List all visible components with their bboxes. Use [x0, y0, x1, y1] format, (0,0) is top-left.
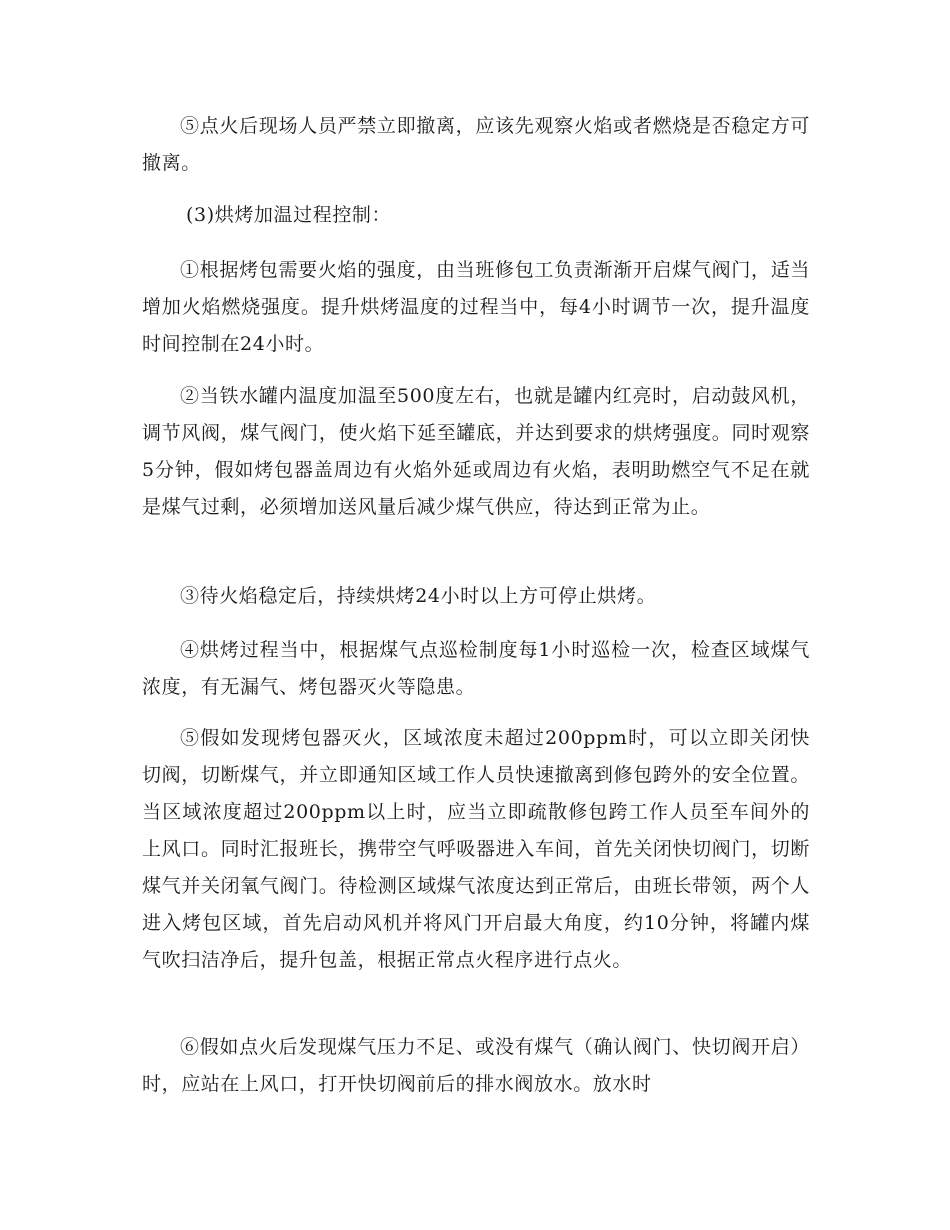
- paragraph-low-gas-pressure: ⑥假如点火后发现煤气压力不足、或没有煤气（确认阀门、快切阀开启）时，应站在上风口，打开快切阀前后的排水阀放水。放水时: [142, 1036, 810, 1095]
- section-heading-baking-control: (3)烘烤加温过程控制：: [186, 204, 392, 226]
- paragraph-inspection: ④烘烤过程当中，根据煤气点巡检制度每1小时巡检一次，检查区域煤气浓度，有无漏气、烤包器灭火等隐患。: [142, 639, 810, 698]
- paragraph-flameout-procedure: ⑤假如发现烤包器灭火，区域浓度未超过200ppm时，可以立即关闭快切阀，切断煤气，并立即通知区域工作人员快速撤离到修包跨外的安全位置。当区域浓度超过200ppm以上时，应当立即疏散修包跨工作人员至车间外的上风口。同时汇报班长，携带空气呼吸器进入车间，首先关闭快切阀门，切断煤气并关闭氧气阀门。待检测区域煤气浓度达到正常后，由班长带领，两个人进入烤包区域，首先启动风机并将风门开启最大角度，约10分钟，将罐内煤气吹扫洁净后，提升包盖，根据正常点火程序进行点火。: [142, 727, 810, 971]
- paragraph-continuous-baking: ③待火焰稳定后，持续烘烤24小时以上方可停止烘烤。: [180, 585, 657, 607]
- paragraph-ignition-evacuation: ⑤点火后现场人员严禁立即撤离，应该先观察火焰或者燃烧是否稳定方可撤离。: [142, 115, 810, 174]
- paragraph-blower-start: ②当铁水罐内温度加温至500度左右，也就是罐内红亮时，启动鼓风机，调节风阀，煤气阀门，使火焰下延至罐底，并达到要求的烘烤强度。同时观察5分钟，假如烤包器盖周边有火焰外延或周边有火焰，表明助燃空气不足在就是煤气过剩，必须增加送风量后减少煤气供应，待达到正常为止。: [142, 385, 810, 518]
- paragraph-gas-valve-adjustment: ①根据烤包需要火焰的强度，由当班修包工负责渐渐开启煤气阀门，适当增加火焰燃烧强度。提升烘烤温度的过程当中，每4小时调节一次，提升温度时间控制在24小时。: [142, 259, 810, 355]
